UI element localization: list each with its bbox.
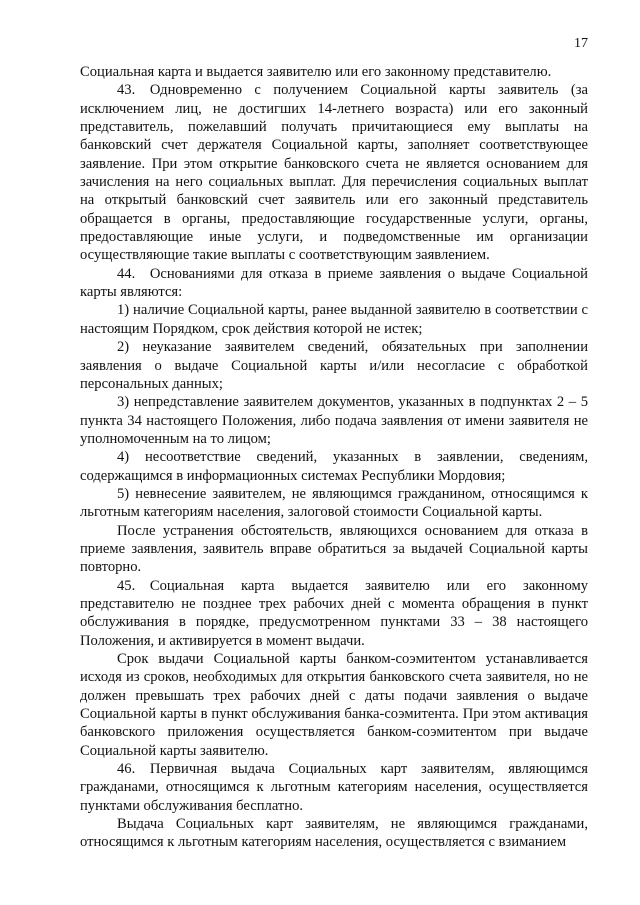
paragraph-continuation: Социальная карта и выдается заявителю или его законному представителю. bbox=[80, 64, 552, 80]
subitem-5: 5) невнесение заявителем, не являющимся гражданином, относящимся к льготным категориям населения, залоговой стоимости Социальной карты. bbox=[80, 485, 588, 521]
subitem-2: 2) неуказание заявителем сведений, обязательных при заполнении заявления о выдаче Социальной карты и/или несогласие с обработкой персональных данных; bbox=[80, 339, 588, 392]
subitem-4: 4) несоответствие сведений, указанных в заявлении, сведениям, содержащимся в информационных системах Республики Мордовия; bbox=[80, 449, 588, 484]
paragraph-item-45: 45. Социальная карта выдается заявителю или его законному представителю не позднее трех рабочих дней с момента обращения в пункт обслуживания в порядке, предусмотренном пунктами 33 – 38 настоящего Положения, и активируется в момент выдачи. bbox=[80, 577, 588, 649]
paragraph-item-46: 46. Первичная выдача Социальных карт заявителям, являющимся гражданами, относящимся к льготным категориям населения, осуществляется пунктами обслуживания бесплатно. bbox=[80, 761, 588, 814]
paragraph-item-44: 44. Основаниями для отказа в приеме заявления о выдаче Социальной карты являются: bbox=[80, 265, 588, 301]
document-body bbox=[80, 63, 588, 852]
paragraph-issue-term: Срок выдачи Социальной карты банком-соэмитентом устанавливается исходя из сроков, необходимых для открытия банковского счета заявителя, но не должен превышать трех рабочих дней с даты подачи заявления о выдаче Социальной карты в пункт обслуживания банка-соэмитента. При этом активация банковского приложения осуществляется банком-соэмитентом при выдаче Социальной карты заявителю. bbox=[80, 651, 588, 759]
subitem-1: 1) наличие Социальной карты, ранее выданной заявителю в соответствии с настоящим Порядком, срок действия которой не истек; bbox=[80, 302, 588, 337]
subitem-3: 3) непредставление заявителем документов, указанных в подпунктах 2 – 5 пункта 34 настоящего Положения, либо подача заявления от имени заявителя не уполномоченным на то лицом; bbox=[80, 394, 588, 447]
paragraph-item-43: 43. Одновременно с получением Социальной карты заявитель (за исключением лиц, не достигших 14-летнего возраста) или его законный представитель, пожелавший получать причитающиеся ему выплаты на банковский счет держателя Социальной карты, заполняет соответствующее заявление. При этом открытие банковского счета не является основанием для зачисления на него социальных выплат. Для перечисления социальных выплат на открытый банковский счет заявитель или его законный представитель обращается в органы, предоставляющие государственные услуги, органы, предоставляющие иные услуги, и подведомственные им организации осуществляющие такие выплаты с соответствующим заявлением. bbox=[80, 82, 588, 264]
paragraph-reapply: После устранения обстоятельств, являющихся основанием для отказа в приеме заявления, заявитель вправе обратиться за выдачей Социальной карты повторно. bbox=[80, 522, 588, 576]
paragraph-paid-issue: Выдача Социальных карт заявителям, не являющимся гражданами, относящимся к льготным категориям населения, осуществляется с взиманием bbox=[80, 816, 588, 851]
page-number: 17 bbox=[574, 36, 588, 51]
